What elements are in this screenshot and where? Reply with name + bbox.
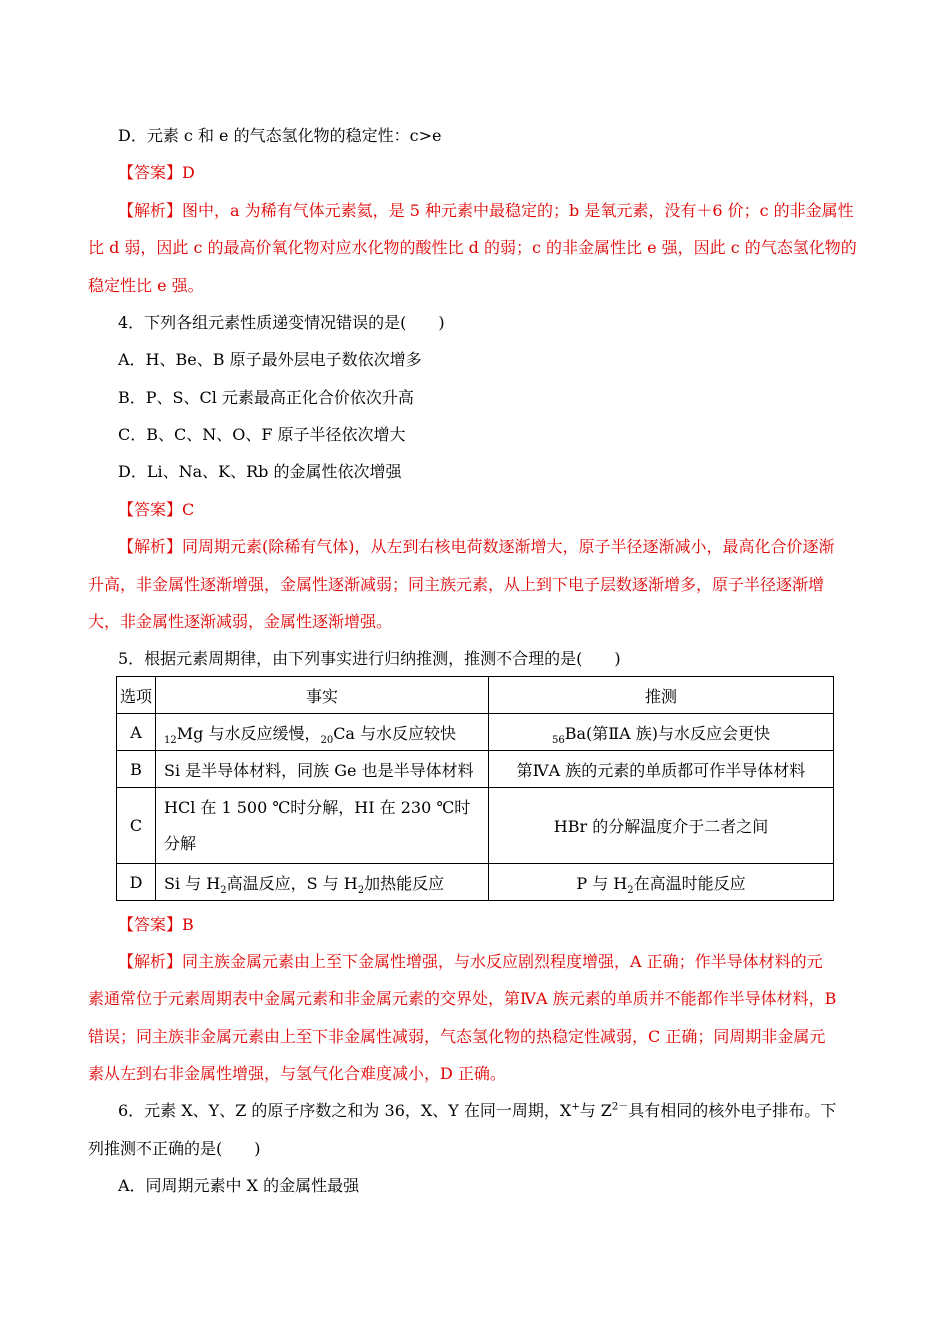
- q5-analysis-line-4: 素从左到右非金属性增强，与氢气化合难度减小，D 正确。: [88, 1064, 506, 1083]
- header-inference: 推测: [489, 677, 834, 714]
- row-d-option: D: [117, 864, 156, 901]
- header-fact: 事实: [156, 677, 489, 714]
- row-a-inference: $_{56}$Ba(第ⅡA 族)与水反应会更快: [489, 714, 834, 751]
- q6-stem-line-2: 列推测不正确的是( ): [88, 1139, 261, 1158]
- row-c-inference: HBr 的分解温度介于二者之间: [489, 788, 834, 864]
- table-row: [117, 864, 834, 901]
- q5-table: [116, 676, 834, 901]
- row-b-fact: Si 是半导体材料，同族 Ge 也是半导体材料: [156, 751, 489, 788]
- table-row: [117, 714, 834, 751]
- q3-option-d: D．元素 c 和 e 的气态氢化物的稳定性：c>e: [118, 126, 442, 145]
- row-d-fact: Si 与 $H_2$高温反应，S 与 $H_2$加热能反应: [156, 864, 489, 901]
- q5-stem: 5．根据元素周期律，由下列事实进行归纳推测，推测不合理的是( ): [118, 649, 621, 668]
- q3-answer: 【答案】D: [118, 163, 195, 182]
- header-option: 选项: [117, 677, 156, 714]
- row-c-fact: HCl 在 1 500 ℃时分解，HI 在 230 ℃时分解: [156, 788, 489, 864]
- q4-answer: 【答案】C: [118, 500, 195, 519]
- q3-analysis-line-3: 稳定性比 e 强。: [88, 276, 204, 295]
- q4-option-c: C．B、C、N、O、F 原子半径依次增大: [118, 425, 406, 444]
- q6-stem-line-1: 6．元素 X、Y、Z 的原子序数之和为 36，X、Y 在同一周期，X+与 $Z^{2-}$具有相同的核外电子排布。下: [118, 1101, 837, 1120]
- table-row: [117, 751, 834, 788]
- table-row: [117, 788, 834, 864]
- q5-analysis-line-2: 素通常位于元素周期表中金属元素和非金属元素的交界处，第ⅣA 族元素的单质并不能都作半导体材料，B: [88, 989, 837, 1008]
- row-b-inference: 第ⅣA 族的元素的单质都可作半导体材料: [489, 751, 834, 788]
- q5-answer: 【答案】B: [118, 915, 194, 934]
- q3-analysis-line-1: 【解析】图中，a 为稀有气体元素氦，是 5 种元素中最稳定的；b 是氧元素，没有＋6 价；c 的非金属性: [118, 201, 854, 220]
- q4-option-d: D．Li、Na、K、Rb 的金属性依次增强: [118, 462, 402, 481]
- table-header-row: [117, 677, 834, 714]
- q4-analysis-line-1: 【解析】同周期元素(除稀有气体)，从左到右核电荷数逐渐增大，原子半径逐渐减小，最高化合价逐渐: [118, 537, 835, 556]
- q4-option-b: B．P、S、Cl 元素最高正化合价依次升高: [118, 388, 414, 407]
- row-d-inference: P 与 $H_2$在高温时能反应: [489, 864, 834, 901]
- q3-analysis-line-2: 比 d 弱，因此 c 的最高价氧化物对应水化物的酸性比 d 的弱；c 的非金属性比 e 强，因此 c 的气态氢化物的: [88, 238, 857, 257]
- q6-option-a: A．同周期元素中 X 的金属性最强: [118, 1176, 360, 1195]
- row-c-option: C: [117, 788, 156, 864]
- q4-stem: 4．下列各组元素性质递变情况错误的是( ): [118, 313, 445, 332]
- q4-option-a: A．H、Be、B 原子最外层电子数依次增多: [118, 350, 422, 369]
- q5-analysis-line-1: 【解析】同主族金属元素由上至下金属性增强，与水反应剧烈程度增强，A 正确；作半导体材料的元: [118, 952, 823, 971]
- q5-analysis-line-3: 错误；同主族非金属元素由上至下非金属性减弱，气态氢化物的热稳定性减弱，C 正确；同周期非金属元: [88, 1027, 826, 1046]
- row-b-option: B: [117, 751, 156, 788]
- row-a-option: A: [117, 714, 156, 751]
- q4-analysis-line-2: 升高，非金属性逐渐增强，金属性逐渐减弱；同主族元素，从上到下电子层数逐渐增多，原子半径逐渐增: [88, 575, 825, 594]
- q4-analysis-line-3: 大，非金属性逐渐减弱，金属性逐渐增强。: [88, 612, 393, 631]
- row-a-fact: $_{12}$Mg 与水反应缓慢，$_{20}$Ca 与水反应较快: [156, 714, 489, 751]
